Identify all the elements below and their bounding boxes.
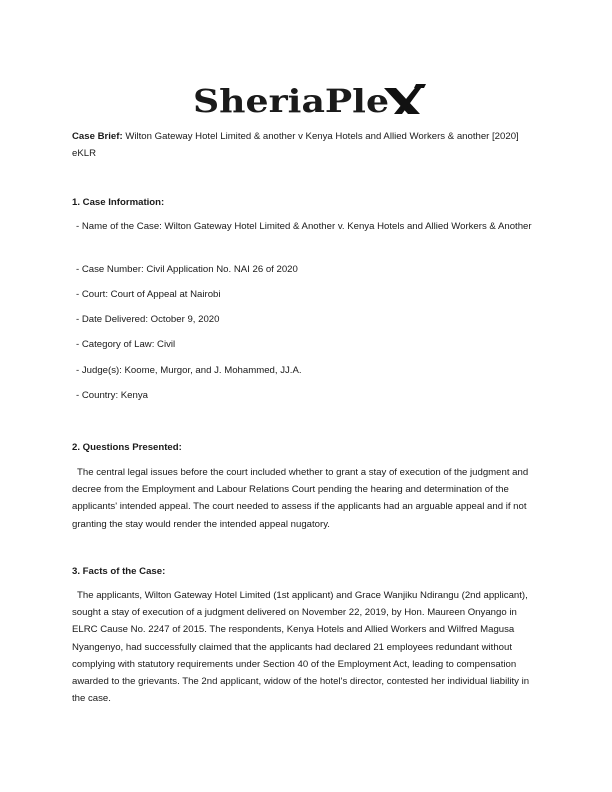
info-item-case-number: - Case Number: Civil Application No. NAI 26 of 2020 bbox=[76, 264, 298, 275]
info-item-judges: - Judge(s): Koome, Murgor, and J. Mohammed, JJ.A. bbox=[76, 365, 302, 376]
section-title-questions-presented: 2. Questions Presented: bbox=[72, 442, 182, 453]
case-brief-heading bbox=[72, 128, 542, 162]
logo-text: SheriaPle bbox=[193, 82, 389, 120]
questions-presented-paragraph: The central legal issues before the court included whether to grant a stay of execution of the judgment and decree from the Employment and Labour Relations Court pending the hearing and determination of the applicants' intended appeal. The court needed to assess if the applicants had an arguable appeal and if not granting the stay would render the intended appeal nugatory. bbox=[72, 467, 529, 530]
case-brief-label: Case Brief: bbox=[72, 131, 123, 142]
case-brief-title: Wilton Gateway Hotel Limited & another v Kenya Hotels and Allied Workers & another [2020] eKLR bbox=[72, 131, 519, 159]
logo-x-mark-icon bbox=[384, 84, 426, 114]
info-item-court: - Court: Court of Appeal at Nairobi bbox=[76, 289, 221, 300]
info-item-case-name: - Name of the Case: Wilton Gateway Hotel Limited & Another v. Kenya Hotels and Allied Workers & Another bbox=[76, 221, 532, 232]
facts-of-the-case-paragraph: The applicants, Wilton Gateway Hotel Limited (1st applicant) and Grace Wanjiku Ndirangu (2nd applicant), sought a stay of execution of a judgment delivered on November 22, 2019, by Hon. Maureen Onyango in ELRC Cause No. 2247 of 2015. The respondents, Kenya Hotels and Allied Workers and Wilfred Magusa Nyangenyo, had successfully claimed that the applicants had declared 21 employees redundant without complying with statutory requirements under Section 40 of the Employment Act, leading to compensation awarded to the grievants. The 2nd applicant, widow of the hotel's director, contested her individual liability in the case. bbox=[72, 590, 530, 705]
section-title-facts-of-the-case: 3. Facts of the Case: bbox=[72, 566, 166, 577]
sheriaplex-logo bbox=[0, 78, 612, 122]
section-title-case-information: 1. Case Information: bbox=[72, 197, 165, 208]
info-item-category-of-law: - Category of Law: Civil bbox=[76, 339, 176, 350]
info-item-date-delivered: - Date Delivered: October 9, 2020 bbox=[76, 314, 220, 325]
info-item-country: - Country: Kenya bbox=[76, 390, 148, 401]
